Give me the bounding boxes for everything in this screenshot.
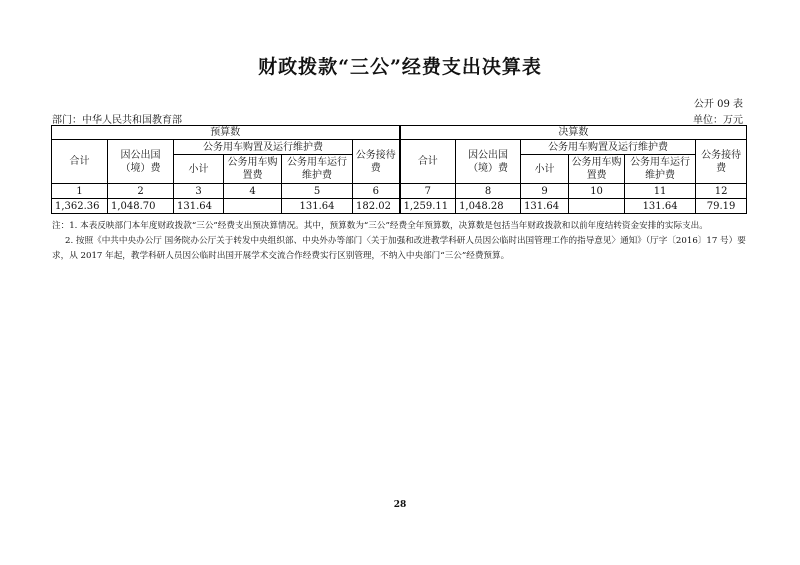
footnotes: [52, 219, 752, 264]
column-number-row: [52, 184, 747, 199]
column-number: 6: [353, 184, 400, 199]
budget-group-header: 预算数: [52, 126, 400, 140]
value-final-reception: 79.19: [696, 199, 747, 214]
department-label: 部门：中华人民共和国教育部: [52, 115, 182, 126]
header-final-vehicle-operation: 公务用车运行维护费: [625, 155, 696, 184]
column-number: 7: [400, 184, 456, 199]
value-final-vehicle-purchase: [569, 199, 625, 214]
footnote-2: 2. 按照《中共中央办公厅 国务院办公厅关于转发中央组织部、中央外办等部门〈关于加强和改进教学科研人员因公临时出国管理工作的指导意见〉通知》（厅字〔2016〕17 号）要: [65, 236, 746, 246]
column-number: 8: [456, 184, 521, 199]
header-budget-vehicle-purchase: 公务用车购置费: [224, 155, 282, 184]
three-public-expenses-table: [51, 125, 747, 214]
column-number: 2: [108, 184, 174, 199]
column-number: 5: [282, 184, 353, 199]
value-budget-vehicle-purchase: [224, 199, 282, 214]
header-final-subtotal: 小计: [521, 155, 569, 184]
column-number: 4: [224, 184, 282, 199]
column-number: 10: [569, 184, 625, 199]
footnote-2-continued: 求，从 2017 年起，教学科研人员因公临时出国开展学术交流合作经费实行区别管理，不纳入中央部门“三公”经费预算。: [52, 251, 510, 261]
header-budget-vehicle-group: 公务用车购置及运行维护费: [174, 140, 353, 155]
header-budget-vehicle-operation: 公务用车运行维护费: [282, 155, 353, 184]
final-group-header: 决算数: [400, 126, 747, 140]
footnote-1: 注：1. 本表反映部门本年度财政拨款“三公”经费支出预决算情况。其中，预算数为“三公”经费全年预算数，决算数是包括当年财政拨款和以前年度结转资金安排的实际支出。: [52, 221, 708, 231]
header-budget-total: 合计: [52, 140, 108, 184]
header-row: [52, 140, 747, 155]
value-final-subtotal: 131.64: [521, 199, 569, 214]
value-final-total: 1,259.11: [400, 199, 456, 214]
header-budget-subtotal: 小计: [174, 155, 224, 184]
column-number: 11: [625, 184, 696, 199]
header-final-total: 合计: [400, 140, 456, 184]
form-code: 公开 09 表: [693, 99, 743, 110]
header-final-vehicle-group: 公务用车购置及运行维护费: [521, 140, 696, 155]
header-final-reception: 公务接待费: [696, 140, 747, 184]
header-final-abroad: 因公出国（境）费: [456, 140, 521, 184]
page-number: 28: [393, 500, 407, 510]
value-budget-vehicle-operation: 131.64: [282, 199, 353, 214]
value-final-abroad: 1,048.28: [456, 199, 521, 214]
header-budget-reception: 公务接待费: [353, 140, 400, 184]
page-title: 财政拨款“三公”经费支出决算表: [258, 56, 542, 78]
value-budget-reception: 182.02: [353, 199, 400, 214]
value-budget-subtotal: 131.64: [174, 199, 224, 214]
column-number: 12: [696, 184, 747, 199]
unit-label: 单位：万元: [693, 115, 743, 126]
column-number: 9: [521, 184, 569, 199]
header-budget-abroad: 因公出国（境）费: [108, 140, 174, 184]
header-final-vehicle-purchase: 公务用车购置费: [569, 155, 625, 184]
value-budget-abroad: 1,048.70: [108, 199, 174, 214]
column-number: 1: [52, 184, 108, 199]
value-budget-total: 1,362.36: [52, 199, 108, 214]
data-row: [52, 199, 747, 214]
group-header-row: [52, 126, 747, 140]
column-number: 3: [174, 184, 224, 199]
value-final-vehicle-operation: 131.64: [625, 199, 696, 214]
